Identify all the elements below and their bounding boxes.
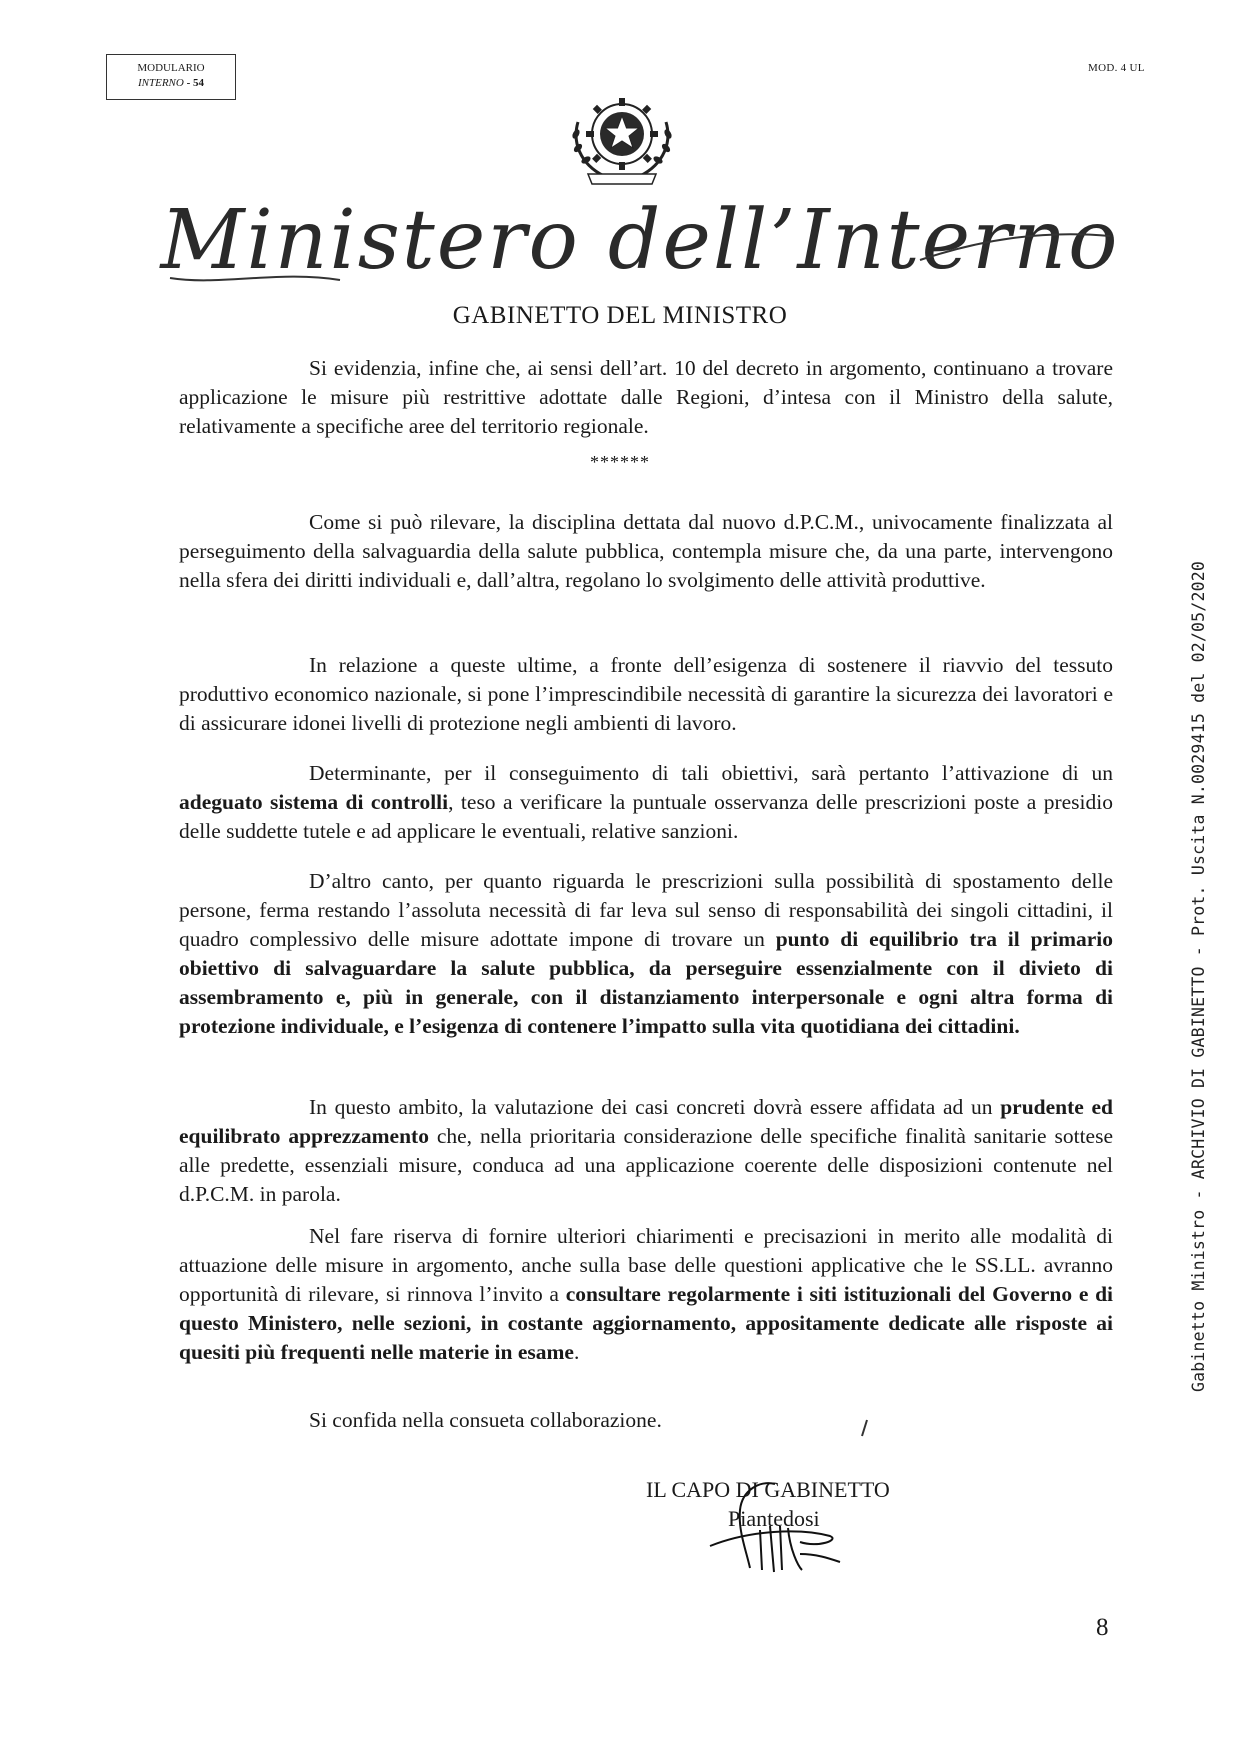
body-text: , teso a verificare la puntuale osservanza delle prescrizioni poste a presidio delle suddette tutele e ad applicare le eventuali, relative sanzioni. <box>179 790 1113 843</box>
signatory-name: Piantedosi <box>728 1506 820 1531</box>
republic-emblem-icon <box>564 92 680 192</box>
ministry-title: Ministero dell’Interno <box>160 193 1120 288</box>
protocol-stamp: Gabinetto Ministro - ARCHIVIO DI GABINETTO - Prot. Uscita N.0029415 del 02/05/2020 <box>1189 561 1208 1392</box>
section-separator: ****** <box>590 452 650 472</box>
body-text: Come si può rilevare, la disciplina dettata dal nuovo d.P.C.M., univocamente finalizzata al perseguimento della salvaguardia della salute pubblica, contempla misure che, da una parte, intervengono nella sfera dei diritti individuali e, dall’altra, regolano lo svolgimento delle attività produttive. <box>179 510 1113 592</box>
emphasized-text: prudente ed equilibrato apprezzamento <box>179 1095 1113 1148</box>
paragraph-6 <box>179 1093 1113 1209</box>
body-text: Si evidenzia, infine che, ai sensi dell’art. 10 del decreto in argomento, continuano a trovare applicazione le misure più restrittive adottate dalle Regioni, d’intesa con il Ministro della salute, relativamente a specifiche aree del territorio regionale. <box>179 356 1113 438</box>
body-text: Nel fare riserva di fornire ulteriori chiarimenti e precisazioni in merito alle modalità di attuazione delle misure in argomento, anche sulla base delle questioni applicative che le SS.LL. avranno opportunità di rilevare, si rinnova l’invito a <box>179 1224 1113 1306</box>
paragraph-closing <box>179 1406 1113 1435</box>
body-text: che, nella prioritaria considerazione delle specifiche finalità sanitarie sottese alle predette, essenziali misure, conduca ad una applicazione coerente delle disposizioni contenute nel d.P.C.M. in parola. <box>179 1124 1113 1206</box>
handwritten-signature <box>690 1470 860 1580</box>
emphasized-text: punto di equilibrio tra il primario obiettivo di salvaguardare la salute pubblica, da perseguire essenzialmente con il divieto di assembramento e, più in generale, con il distanziamento interpersonale e ogni altra forma di protezione individuale, e l’esigenza di contenere l’impatto sulla vita quotidiana dei cittadini. <box>179 927 1113 1038</box>
modulario-code: INTERNO - 54 <box>137 77 204 89</box>
pen-tick <box>858 1418 870 1440</box>
body-text: In relazione a queste ultime, a fronte dell’esigenza di sostenere il riavvio del tessuto produttivo economico nazionale, si pone l’imprescindibile necessità di garantire la sicurezza dei lavoratori e di assicurare idonei livelli di protezione negli ambienti di lavoro. <box>179 653 1113 735</box>
modulario-box <box>106 54 236 100</box>
body-text: Si confida nella consueta collaborazione. <box>309 1408 662 1432</box>
body-text: Determinante, per il conseguimento di tali obiettivi, sarà pertanto l’attivazione di un <box>309 761 1113 785</box>
form-code: MOD. 4 UL <box>1088 62 1145 74</box>
page-number: 8 <box>1096 1614 1109 1641</box>
office-heading: GABINETTO DEL MINISTRO <box>452 302 788 329</box>
body-text: In questo ambito, la valutazione dei casi concreti dovrà essere affidata ad un <box>309 1095 1001 1119</box>
body-text: . <box>573 1340 580 1364</box>
paragraph-2 <box>179 508 1113 595</box>
title-flourish <box>160 230 1120 290</box>
paragraph-5 <box>179 867 1113 1041</box>
modulario-label: MODULARIO <box>137 62 205 74</box>
paragraph-7 <box>179 1222 1113 1367</box>
signatory-title: IL CAPO DI GABINETTO <box>646 1477 890 1502</box>
paragraph-4 <box>179 759 1113 846</box>
paragraph-3 <box>179 651 1113 738</box>
emphasized-text: adeguato sistema di controlli <box>179 790 449 814</box>
body-text: D’altro canto, per quanto riguarda le prescrizioni sulla possibilità di spostamento delle persone, ferma restando l’assoluta necessità di far leva sul senso di responsabilità dei singoli cittadini, il quadro complessivo delle misure adottate impone di trovare un <box>179 869 1113 951</box>
paragraph-1 <box>179 354 1113 441</box>
emphasized-text: consultare regolarmente i siti istituzionali del Governo e di questo Ministero, nelle sezioni, in costante aggiornamento, appositamente dedicate alle risposte ai quesiti più frequenti nelle materie in esame <box>179 1282 1113 1364</box>
